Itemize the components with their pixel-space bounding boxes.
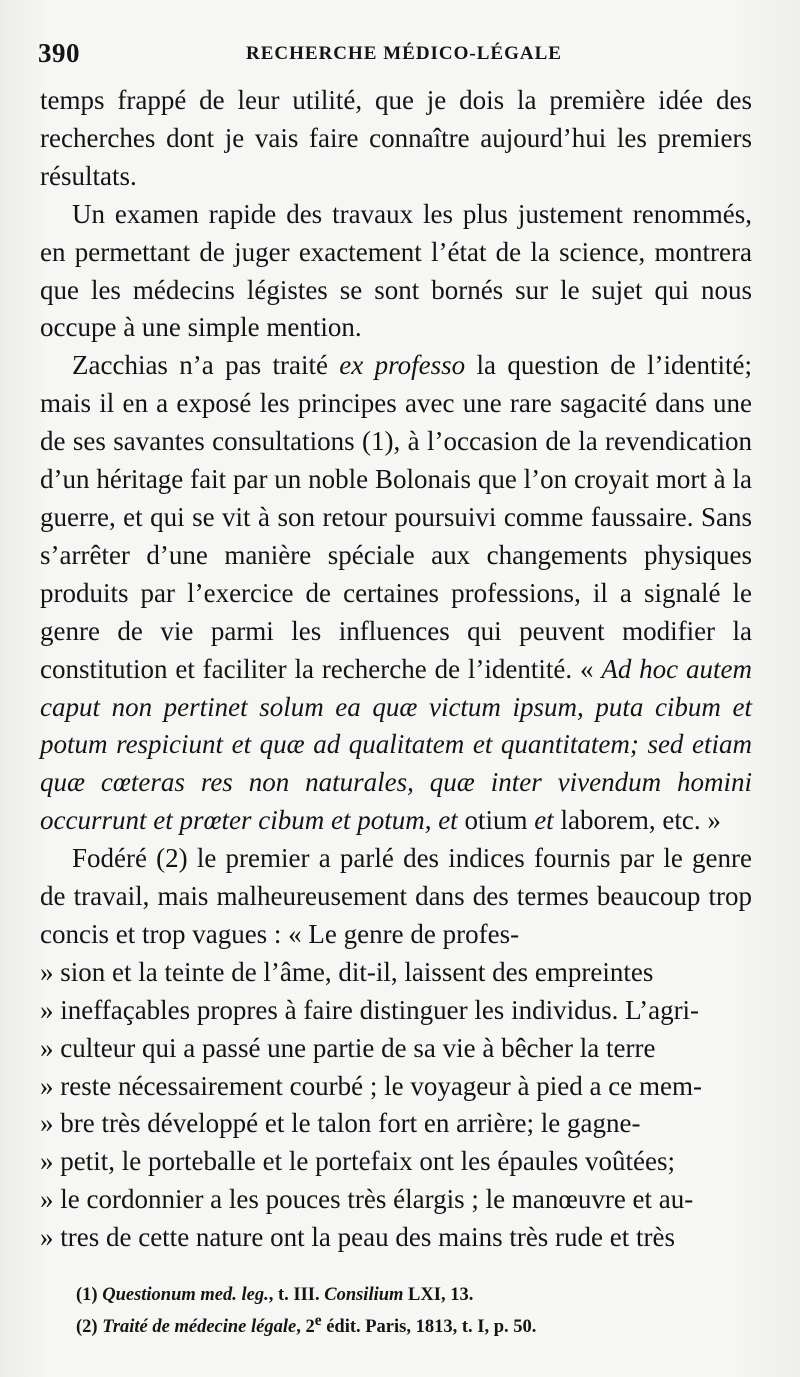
footnote-text: , 2 bbox=[296, 1317, 315, 1338]
paragraph bbox=[40, 1030, 752, 1068]
footnote-text: édit. Paris, 1813, t. I, p. 50. bbox=[321, 1317, 537, 1338]
paragraph bbox=[40, 954, 752, 992]
paragraph bbox=[40, 347, 752, 840]
running-head: RECHERCHE MÉDICO-LÉGALE bbox=[246, 43, 562, 64]
text-run: » sion et la teinte de l’âme, dit-il, laissent des empreintes bbox=[40, 956, 654, 987]
footnote-title: Traité de médecine légale bbox=[102, 1317, 297, 1338]
text-run: » ineffaçables propres à faire distinguer les individus. L’agri- bbox=[40, 994, 700, 1025]
footnote-work: Consilium bbox=[324, 1285, 404, 1305]
paragraph bbox=[40, 196, 752, 348]
italic-text: et bbox=[534, 805, 554, 836]
text-run: Un examen rapide des travaux les plus justement renommés, en permettant de juger exactement l’état de la science, montrera que les médecins légistes se sont bornés sur le sujet qui nous occupe à une simple mention. bbox=[40, 198, 752, 343]
paragraph bbox=[40, 1219, 752, 1257]
text-run: » le cordonnier a les pouces très élargis ; le manœuvre et au- bbox=[40, 1184, 694, 1215]
text-run: » bre très développé et le talon fort en arrière; le gagne- bbox=[40, 1108, 641, 1139]
paragraph bbox=[40, 82, 752, 196]
footnote-text: LXI, 13. bbox=[403, 1285, 474, 1305]
paragraph bbox=[40, 1143, 752, 1181]
footnote-title: Questionum med. leg. bbox=[102, 1285, 269, 1305]
footnote-1 bbox=[76, 1283, 756, 1308]
paragraph bbox=[40, 1181, 752, 1219]
footnote-text: , t. III. bbox=[268, 1285, 325, 1305]
text-run: Zacchias n’a pas traité bbox=[72, 350, 340, 381]
text-run: » reste nécessairement courbé ; le voyageur à pied a ce mem- bbox=[40, 1070, 702, 1101]
text-run: temps frappé de leur utilité, que je dois la première idée des recherches dont je vais faire connaître aujourd’hui les premiers résultats. bbox=[40, 85, 752, 191]
text-run: » tres de cette nature ont la peau des mains très rude et très bbox=[40, 1222, 676, 1253]
page-header bbox=[38, 36, 758, 72]
text-run: Fodéré (2) le premier a parlé des indices fournis par le genre de travail, mais malheureusement dans des termes beaucoup trop concis et trop vagues : « Le genre de profes- bbox=[40, 843, 752, 949]
text-run: laborem, etc. » bbox=[553, 805, 721, 836]
text-run: otium bbox=[457, 805, 535, 836]
footnote-marker: (1) bbox=[76, 1285, 98, 1305]
text-run: » culteur qui a passé une partie de sa vie à bêcher la terre bbox=[40, 1032, 656, 1063]
paragraph bbox=[40, 1105, 752, 1143]
paragraph bbox=[40, 840, 752, 954]
paragraph bbox=[40, 1068, 752, 1106]
footnotes bbox=[76, 1283, 756, 1340]
text-run: la question de l’identité; mais il en a exposé les principes avec une rare sagacité dans une de ses savantes consultations (1), à l’occasion de la revendication d’un héritage fait par un noble Bolonais que l’on croyait mort à la guerre, et qui se vit à son retour poursuivi comme faussaire. Sans s’arrêter d’une manière spéciale aux changements physiques produits par l’exercice de certaines professions, il a signalé le genre de vie parmi les influences qui peuvent modifier la constitution et faciliter la recherche de l’identité. « bbox=[40, 350, 752, 684]
footnote-superscript: e bbox=[314, 1312, 322, 1329]
text-run: » petit, le porteballe et le portefaix ont les épaules voûtées; bbox=[40, 1146, 676, 1177]
page-number: 390 bbox=[38, 38, 80, 68]
paragraph bbox=[40, 992, 752, 1030]
italic-text: Ad hoc autem caput non pertinet solum ea quæ victum ipsum, puta cibum et potum respiciunt et quæ ad qualitatem et quantitatem; sed etiam quæ cœteras res non naturales, quæ inter vivendum homini occurrunt et prœter cibum et potum, et bbox=[40, 653, 752, 836]
italic-text: ex professo bbox=[339, 350, 466, 381]
footnote-2 bbox=[76, 1308, 756, 1340]
footnote-marker: (2) bbox=[76, 1317, 98, 1338]
body-text bbox=[40, 82, 752, 1257]
